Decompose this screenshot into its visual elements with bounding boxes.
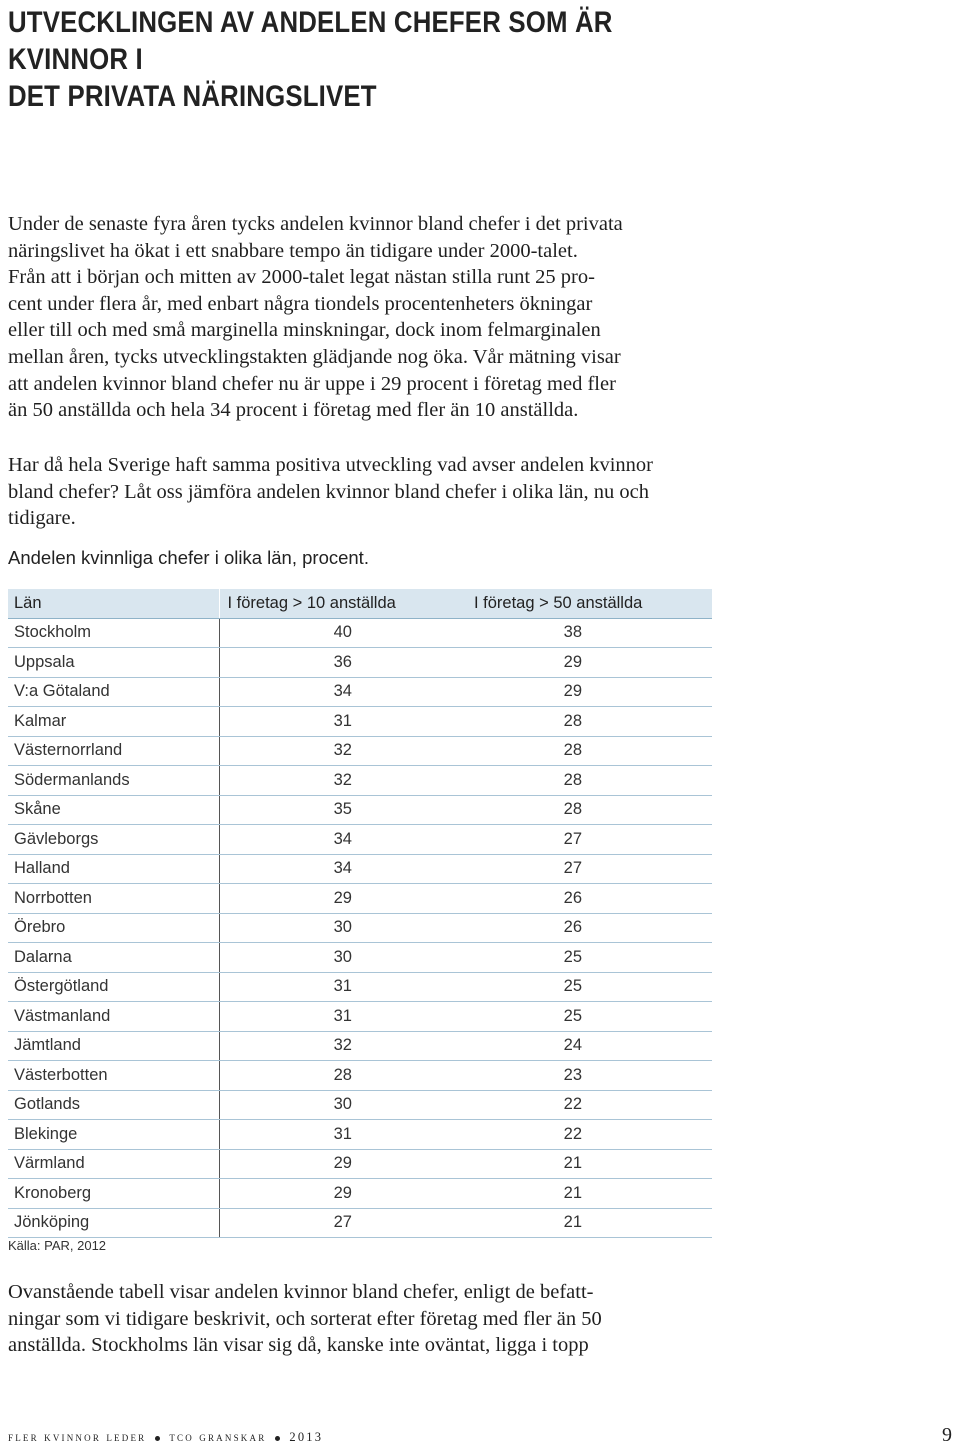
county-name-cell: Västmanland (8, 1002, 219, 1032)
county-name-cell: Östergötland (8, 972, 219, 1002)
bullet-icon (155, 1436, 160, 1441)
intro-paragraph (8, 211, 718, 424)
heading-line: UTVECKLINGEN AV ANDELEN CHEFER SOM ÄR KVINNOR I (8, 6, 613, 76)
value-over-10-cell: 34 (219, 825, 466, 855)
value-over-50-cell: 38 (466, 618, 712, 648)
value-over-50-cell: 22 (466, 1120, 712, 1150)
value-over-10-cell: 27 (219, 1208, 466, 1238)
source-note: Källa: PAR, 2012 (8, 1238, 107, 1253)
county-name-cell: Jämtland (8, 1031, 219, 1061)
table-row (8, 648, 712, 678)
table-row (8, 618, 712, 648)
column-header-over-10: I företag > 10 anställda (219, 589, 466, 618)
table-row (8, 1031, 712, 1061)
table-row (8, 766, 712, 796)
text-line: Under de senaste fyra åren tycks andelen kvinnor bland chefer i det privata (8, 213, 623, 235)
county-name-cell: Halland (8, 854, 219, 884)
table-row (8, 972, 712, 1002)
county-name-cell: Kalmar (8, 707, 219, 737)
value-over-50-cell: 26 (466, 913, 712, 943)
column-header-over-50: I företag > 50 anställda (466, 589, 712, 618)
table-body (8, 618, 712, 1238)
table-row (8, 913, 712, 943)
value-over-10-cell: 31 (219, 972, 466, 1002)
county-name-cell: Örebro (8, 913, 219, 943)
page-number: 9 (942, 1424, 952, 1446)
table-title: Andelen kvinnliga chefer i olika län, procent. (8, 547, 369, 568)
text-line: ningar som vi tidigare beskrivit, och sorterat efter företag med fler än 50 (8, 1307, 602, 1330)
text-line: anställda. Stockholms län visar sig då, kanske inte oväntat, ligga i topp (8, 1334, 589, 1357)
text-line: bland chefer? Låt oss jämföra andelen kvinnor bland chefer i olika län, nu och (8, 480, 649, 503)
value-over-50-cell: 25 (466, 972, 712, 1002)
county-name-cell: Uppsala (8, 648, 219, 678)
text-line: mellan åren, tycks utvecklingstakten glädjande nog öka. Vår mätning visar (8, 345, 621, 368)
value-over-50-cell: 28 (466, 707, 712, 737)
value-over-10-cell: 28 (219, 1061, 466, 1091)
value-over-50-cell: 28 (466, 766, 712, 796)
table-row (8, 707, 712, 737)
table-row (8, 1179, 712, 1209)
table-row (8, 825, 712, 855)
text-line: Från att i början och mitten av 2000-talet legat nästan stilla runt 25 pro- (8, 266, 595, 289)
table-row (8, 795, 712, 825)
value-over-10-cell: 32 (219, 766, 466, 796)
value-over-10-cell: 32 (219, 736, 466, 766)
value-over-50-cell: 24 (466, 1031, 712, 1061)
value-over-50-cell: 29 (466, 677, 712, 707)
footer-year: 2013 (289, 1430, 324, 1444)
county-name-cell: Stockholm (8, 618, 219, 648)
footer-series: tco granskar (169, 1430, 267, 1444)
value-over-50-cell: 26 (466, 884, 712, 914)
table-row (8, 1149, 712, 1179)
table-row (8, 1090, 712, 1120)
table-row (8, 736, 712, 766)
value-over-50-cell: 21 (466, 1208, 712, 1238)
table-row (8, 1002, 712, 1032)
text-line: eller till och med små marginella minskningar, dock inom felmarginalen (8, 319, 601, 342)
county-name-cell: Jönköping (8, 1208, 219, 1238)
value-over-10-cell: 35 (219, 795, 466, 825)
column-header-county: Län (8, 589, 219, 618)
value-over-50-cell: 27 (466, 854, 712, 884)
value-over-50-cell: 28 (466, 795, 712, 825)
value-over-50-cell: 27 (466, 825, 712, 855)
text-line: näringslivet ha ökat i ett snabbare tempo än tidigare under 2000-talet. (8, 239, 578, 262)
county-table-container (8, 589, 712, 1238)
county-name-cell: Dalarna (8, 943, 219, 973)
value-over-10-cell: 32 (219, 1031, 466, 1061)
value-over-10-cell: 31 (219, 707, 466, 737)
heading-line: DET PRIVATA NÄRINGSLIVET (8, 80, 377, 113)
table-row (8, 677, 712, 707)
value-over-10-cell: 30 (219, 943, 466, 973)
county-name-cell: Västerbotten (8, 1061, 219, 1091)
table-row (8, 943, 712, 973)
county-name-cell: Blekinge (8, 1120, 219, 1150)
value-over-50-cell: 25 (466, 943, 712, 973)
value-over-10-cell: 34 (219, 854, 466, 884)
value-over-50-cell: 28 (466, 736, 712, 766)
value-over-10-cell: 31 (219, 1002, 466, 1032)
text-line: Har då hela Sverige haft samma positiva utveckling vad avser andelen kvinnor (8, 454, 653, 476)
value-over-10-cell: 30 (219, 1090, 466, 1120)
value-over-10-cell: 29 (219, 884, 466, 914)
text-line: Ovanstående tabell visar andelen kvinnor bland chefer, enligt de befatt- (8, 1281, 594, 1303)
county-name-cell: Gotlands (8, 1090, 219, 1120)
conclusion-paragraph (8, 1279, 718, 1359)
value-over-10-cell: 36 (219, 648, 466, 678)
value-over-10-cell: 30 (219, 913, 466, 943)
value-over-10-cell: 31 (219, 1120, 466, 1150)
value-over-50-cell: 25 (466, 1002, 712, 1032)
county-name-cell: Skåne (8, 795, 219, 825)
county-name-cell: V:a Götaland (8, 677, 219, 707)
question-paragraph (8, 452, 718, 532)
county-name-cell: Kronoberg (8, 1179, 219, 1209)
county-table (8, 589, 712, 1238)
text-line: än 50 anställda och hela 34 procent i företag med fler än 10 anställda. (8, 399, 579, 422)
text-line: cent under flera år, med enbart några tiondels procentenheters ökningar (8, 292, 593, 315)
bullet-icon (275, 1436, 280, 1441)
county-name-cell: Södermanlands (8, 766, 219, 796)
footer-publication: fler kvinnor leder (8, 1430, 147, 1444)
value-over-50-cell: 21 (466, 1179, 712, 1209)
table-row (8, 1208, 712, 1238)
county-name-cell: Norrbotten (8, 884, 219, 914)
value-over-10-cell: 29 (219, 1149, 466, 1179)
value-over-50-cell: 29 (466, 648, 712, 678)
table-row (8, 884, 712, 914)
text-line: att andelen kvinnor bland chefer nu är uppe i 29 procent i företag med fler (8, 372, 616, 395)
county-name-cell: Gävleborgs (8, 825, 219, 855)
table-header-row (8, 589, 712, 618)
table-row (8, 1120, 712, 1150)
page-heading (8, 4, 627, 115)
value-over-10-cell: 40 (219, 618, 466, 648)
value-over-10-cell: 34 (219, 677, 466, 707)
value-over-50-cell: 23 (466, 1061, 712, 1091)
table-row (8, 1061, 712, 1091)
county-name-cell: Västernorrland (8, 736, 219, 766)
county-name-cell: Värmland (8, 1149, 219, 1179)
value-over-50-cell: 22 (466, 1090, 712, 1120)
value-over-10-cell: 29 (219, 1179, 466, 1209)
table-row (8, 854, 712, 884)
value-over-50-cell: 21 (466, 1149, 712, 1179)
text-line: tidigare. (8, 507, 76, 530)
page-footer (8, 1430, 323, 1445)
